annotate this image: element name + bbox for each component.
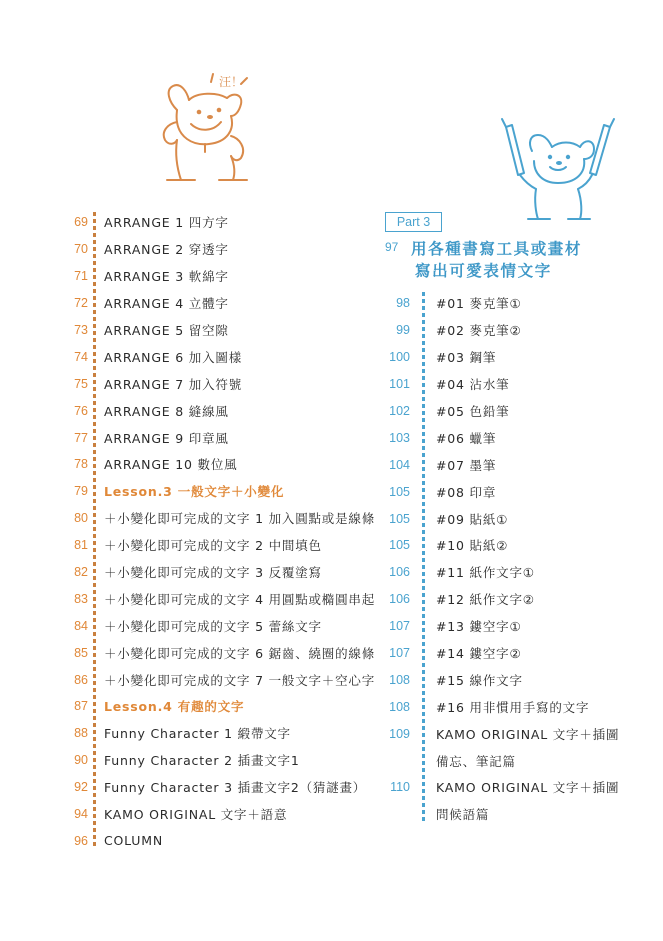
toc-entry-title: Funny Character 2 插畫文字1 [104, 753, 300, 769]
toc-entry-title: #14 鏤空字② [436, 646, 522, 662]
toc-page-number: 80 [74, 511, 88, 526]
toc-page-number: 73 [74, 323, 88, 337]
toc-entry-title: ＋小變化即可完成的文字 5 蕾絲文字 [104, 618, 322, 634]
toc-lesson-title: Lesson.4 有趣的文字 [104, 699, 245, 715]
bark-sound-label: 汪！ [219, 75, 244, 89]
toc-entry [64, 532, 384, 559]
toc-entry [64, 774, 384, 801]
toc-entry [64, 209, 384, 236]
toc-entry [64, 801, 384, 828]
toc-entry [378, 344, 648, 371]
toc-entry-title: #05 色鉛筆 [436, 404, 510, 419]
toc-entry [378, 478, 648, 505]
toc-entry [378, 693, 648, 720]
toc-entry [378, 613, 648, 640]
toc-entry-title: ＋小變化即可完成的文字 2 中間填色 [104, 538, 322, 554]
toc-entry [378, 451, 648, 478]
toc-entry [64, 478, 384, 505]
toc-entry-title: COLUMN [104, 833, 163, 849]
toc-entry-title: ＋小變化即可完成的文字 1 加入圓點或是線條 [104, 511, 376, 527]
toc-left-column [64, 209, 384, 854]
toc-entry-title: KAMO ORIGINAL 文字＋插圖 [436, 726, 620, 742]
part-heading-line1: 用各種書寫工具或畫材 [411, 240, 583, 258]
toc-entry-title: ARRANGE 8 縫線風 [104, 403, 229, 419]
toc-page-number: 106 [389, 592, 410, 607]
toc-entry-title: #15 線作文字 [436, 672, 523, 688]
toc-entry-title: ARRANGE 6 加入圖樣 [104, 349, 243, 365]
toc-entry-title: ARRANGE 4 立體字 [104, 296, 229, 312]
toc-page-number: 105 [389, 538, 410, 553]
toc-page-number: 105 [389, 484, 410, 499]
toc-entry-title: KAMO ORIGINAL 文字＋插圖 [436, 780, 620, 796]
toc-page-number: 70 [74, 242, 88, 257]
part-page-number: 97 [385, 240, 399, 254]
toc-entry-title: #01 麥克筆① [436, 296, 522, 312]
toc-entry [64, 424, 384, 451]
toc-entry-title: ARRANGE 2 穿透字 [104, 242, 229, 258]
toc-page-number: 79 [74, 484, 88, 499]
toc-page-number: 100 [389, 350, 410, 365]
toc-entry-title: Funny Character 3 插畫文字2（猜謎畫） [104, 780, 367, 796]
toc-entry-title: #03 鋼筆 [436, 350, 497, 366]
toc-page-number: 83 [74, 591, 88, 606]
toc-entry [378, 371, 648, 398]
toc-page-number: 87 [74, 699, 88, 714]
toc-entry [64, 639, 384, 666]
toc-page-number: 104 [389, 457, 410, 472]
toc-entry-title: #13 鏤空字① [436, 619, 522, 635]
toc-page-number: 108 [389, 672, 410, 687]
toc-entry-title: ＋小變化即可完成的文字 3 反覆塗寫 [104, 565, 322, 581]
toc-entry-title: ARRANGE 3 軟綿字 [104, 269, 229, 285]
dog-illustration-left [155, 62, 255, 187]
toc-page-number: 94 [74, 807, 88, 822]
toc-entry [378, 747, 648, 774]
part-heading-line2: 寫出可愛表情文字 [415, 262, 552, 280]
toc-entry-title: #02 麥克筆② [436, 323, 522, 339]
toc-entry [378, 720, 648, 747]
toc-page-number: 109 [389, 726, 410, 741]
toc-entry-title: #06 蠟筆 [436, 430, 497, 446]
toc-entry-title: #16 用非慣用手寫的文字 [436, 699, 590, 715]
toc-entry-title: ARRANGE 9 印章風 [104, 430, 229, 446]
toc-entry [64, 505, 384, 532]
toc-entry [64, 343, 384, 370]
toc-entry [64, 747, 384, 774]
toc-entry-title: ＋小變化即可完成的文字 6 鋸齒、繞圈的線條 [104, 645, 376, 661]
toc-entry [64, 666, 384, 693]
toc-entry [378, 290, 648, 317]
toc-page-number: 75 [74, 376, 88, 391]
toc-page-number: 110 [390, 780, 410, 795]
toc-page-number: 78 [74, 457, 88, 472]
toc-entry [378, 398, 648, 425]
part-heading [411, 238, 582, 282]
toc-page-number: 74 [74, 349, 88, 364]
toc-entry [64, 317, 384, 344]
toc-entry-title: 備忘、筆記篇 [436, 753, 516, 769]
toc-page-number: 71 [74, 269, 88, 284]
toc-entry [64, 236, 384, 263]
toc-lesson-title: Lesson.3 一般文字＋小變化 [104, 484, 285, 500]
toc-entry-title: #11 紙作文字① [436, 565, 535, 581]
toc-page-number: 92 [74, 780, 88, 795]
toc-entry [378, 640, 648, 667]
toc-entry-title: ＋小變化即可完成的文字 4 用圓點或橢圓串起 [104, 591, 376, 607]
toc-entry-title: ARRANGE 5 留空隙 [104, 323, 229, 338]
toc-entry-title: #08 印章 [436, 484, 497, 500]
toc-entry-title: #09 貼紙① [436, 511, 509, 527]
toc-entry [378, 559, 648, 586]
toc-entry-title: #07 墨筆 [436, 457, 497, 473]
toc-entry [64, 585, 384, 612]
toc-page-number: 90 [74, 753, 88, 768]
toc-entry [378, 774, 648, 801]
toc-page-number: 103 [389, 430, 410, 445]
toc-page-number: 86 [74, 672, 88, 687]
toc-entry [64, 693, 384, 720]
toc-entry [64, 612, 384, 639]
toc-page-number: 106 [389, 565, 410, 580]
toc-page-number: 102 [389, 404, 410, 418]
toc-page-number: 98 [396, 296, 410, 311]
toc-page-number: 107 [389, 646, 410, 661]
toc-entry [378, 586, 648, 613]
toc-page-number: 81 [74, 538, 88, 553]
toc-entry-title: KAMO ORIGINAL 文字＋語意 [104, 807, 288, 823]
toc-entry [378, 505, 648, 532]
toc-entry-title: ARRANGE 10 數位風 [104, 457, 238, 473]
toc-page-number: 107 [389, 619, 410, 634]
toc-entry [64, 559, 384, 586]
toc-page-number: 76 [74, 403, 88, 418]
toc-page-number: 96 [74, 833, 88, 848]
toc-page-number: 99 [396, 323, 410, 338]
toc-right-column [378, 290, 648, 828]
toc-page-number: 105 [389, 511, 410, 526]
toc-page-number: 69 [74, 215, 88, 230]
toc-page-number: 84 [74, 618, 88, 633]
toc-entry [378, 424, 648, 451]
toc-entry-title: ＋小變化即可完成的文字 7 一般文字＋空心字 [104, 672, 376, 688]
toc-page-number: 77 [74, 430, 88, 445]
toc-entry-title: Funny Character 1 緞帶文字 [104, 726, 291, 742]
toc-entry [64, 827, 384, 854]
toc-entry [64, 263, 384, 290]
toc-page-number: 82 [74, 565, 88, 580]
toc-page-number: 72 [74, 296, 88, 311]
toc-page-number: 101 [389, 377, 410, 392]
toc-entry [64, 451, 384, 478]
toc-entry-title: #10 貼紙② [436, 538, 509, 554]
toc-entry [64, 720, 384, 747]
toc-page-number: 108 [389, 699, 410, 714]
toc-entry [378, 317, 648, 344]
toc-entry-title: 問候語篇 [436, 807, 490, 823]
toc-entry [378, 532, 648, 559]
toc-entry [64, 290, 384, 317]
toc-entry-title: ARRANGE 1 四方字 [104, 215, 229, 231]
toc-entry-title: #12 紙作文字② [436, 592, 535, 608]
toc-entry-title: ARRANGE 7 加入符號 [104, 376, 243, 392]
toc-entry [64, 370, 384, 397]
toc-page-number: 85 [74, 645, 88, 660]
toc-entry-title: #04 沾水筆 [436, 377, 510, 393]
toc-page-number: 88 [74, 726, 88, 741]
part-badge: Part 3 [385, 212, 442, 232]
dog-illustration-right [492, 117, 622, 222]
toc-entry [378, 801, 648, 828]
toc-entry [378, 666, 648, 693]
toc-entry [64, 397, 384, 424]
